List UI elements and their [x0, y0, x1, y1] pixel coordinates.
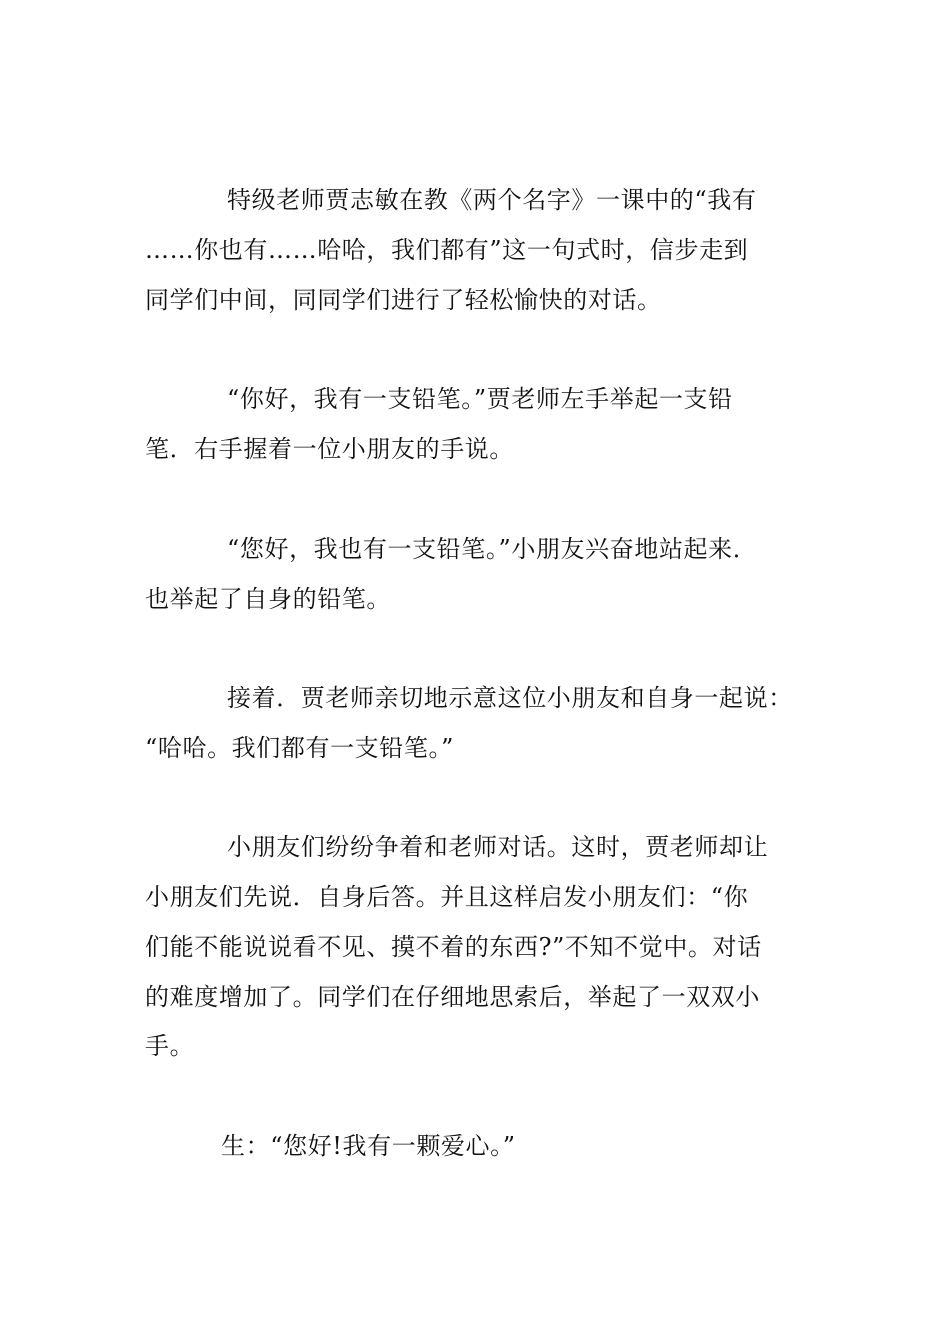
text-line: 笔．右手握着一位小朋友的手说。	[145, 435, 514, 463]
text-line: 生：“您好!我有一颗爱心。”	[221, 1132, 516, 1160]
text-line: 们能不能说说看不见、摸不着的东西?”不知不觉中。对话	[145, 933, 762, 961]
text-line: “你好，我有一支铅笔。”贾老师左手举起一支铅	[227, 385, 733, 413]
text-line: 也举起了自身的铅笔。	[145, 585, 391, 613]
text-line: “哈哈。我们都有一支铅笔。”	[145, 734, 454, 762]
text-line: 特级老师贾志敏在教《两个名字》一课中的“我有	[227, 186, 757, 214]
text-line: 手。	[145, 1032, 195, 1060]
text-line: 小朋友们先说．自身后答。并且这样启发小朋友们：“你	[145, 883, 749, 911]
text-line: “您好，我也有一支铅笔。”小朋友兴奋地站起来．	[227, 535, 758, 563]
text-line: 的难度增加了。同学们在仔细地思索后，举起了一双双小	[145, 983, 760, 1011]
text-line: 接着．贾老师亲切地示意这位小朋友和自身一起说：	[227, 684, 793, 712]
text-line: 小朋友们纷纷争着和老师对话。这时，贾老师却让	[227, 833, 769, 861]
text-line: 同学们中间，同同学们进行了轻松愉快的对话。	[145, 286, 662, 314]
text-line: ……你也有……哈哈，我们都有”这一句式时，信步走到	[145, 236, 749, 264]
